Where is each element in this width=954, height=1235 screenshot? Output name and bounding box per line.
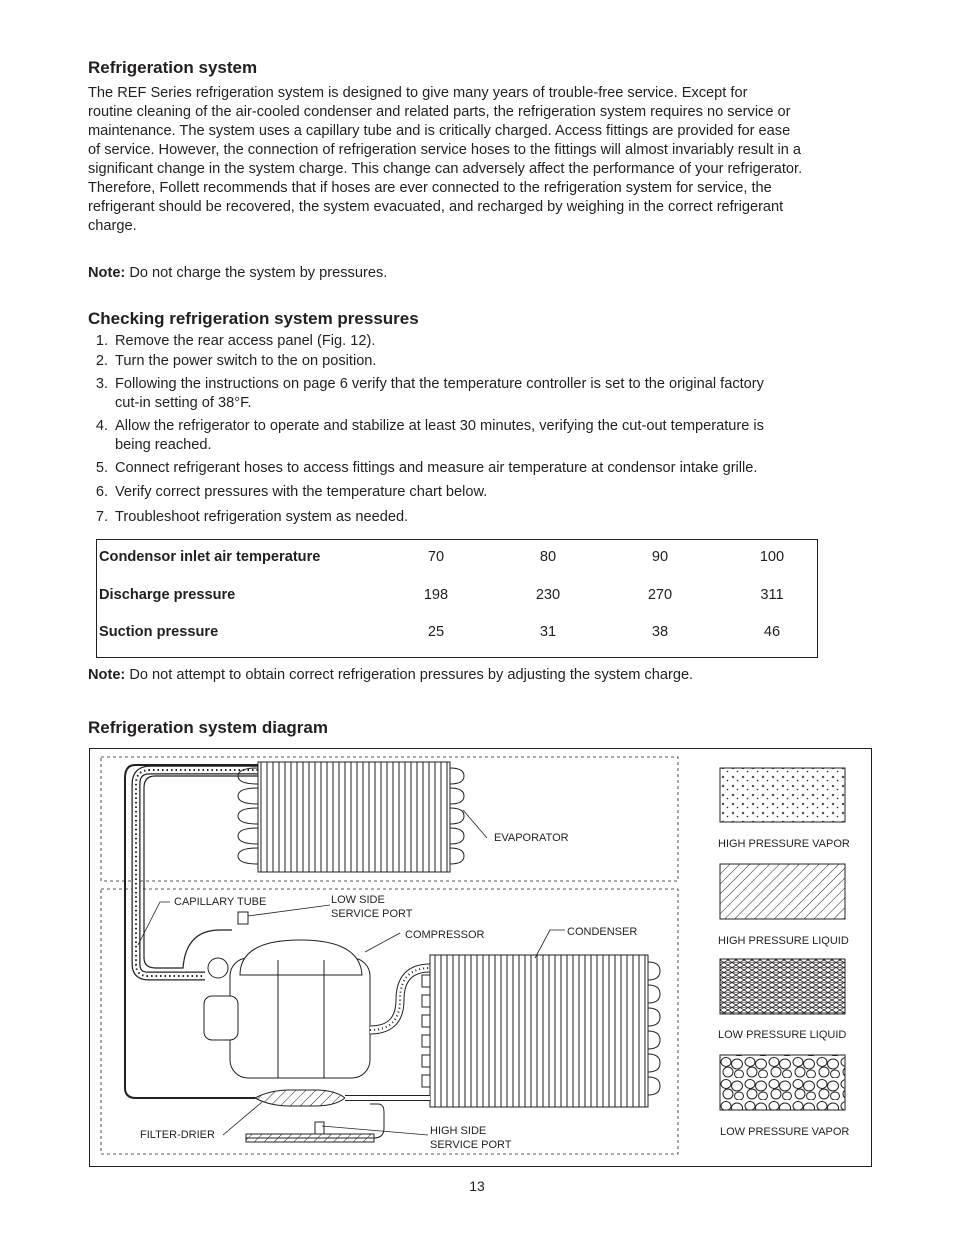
step-text: Connect refrigerant hoses to access fittings and measure air temperature at condensor intake grille. [115,460,758,476]
note-label: Note: [88,265,126,281]
section-heading-diagram: Refrigeration system diagram [88,718,328,737]
table-cell: 90 [651,549,669,565]
paragraph-line: charge. [88,218,137,234]
step-text: Turn the power switch to the on position. [115,353,377,369]
row-label: Suction pressure [99,624,219,640]
condenser-coil [430,955,648,1107]
table-cell: 270 [647,587,673,603]
legend-swatch-high-pressure-liquid [720,864,845,919]
table-cell: 70 [427,549,445,565]
step-number: 5. [95,460,108,476]
note-text: Do not attempt to obtain correct refrigeration pressures by adjusting the system charge. [125,667,694,683]
compressor [204,940,370,1078]
row-label: Discharge pressure [99,587,236,603]
note-label: Note: [88,667,126,683]
filter-drier-label: FILTER-DRIER [140,1129,215,1141]
step-number: 1. [95,333,108,349]
section-heading-refrigeration-system: Refrigeration system [88,58,258,77]
step-text: Verify correct pressures with the temperature chart below. [115,484,488,500]
filter-drier [255,1090,345,1106]
label-line: SERVICE PORT [430,1139,512,1151]
label-line: LOW SIDE [331,894,385,906]
paragraph-line: significant change in the system charge. This change can adversely affect the performance of your refrigerator. [88,161,803,177]
compressor-label: COMPRESSOR [405,929,485,941]
condenser-bends-right [648,962,660,1095]
table-cell: 31 [539,624,557,640]
row-label: Condensor inlet air temperature [99,549,321,565]
table-cell: 38 [651,624,669,640]
table-cell: 25 [427,624,445,640]
legend-label-high-pressure-liquid: HIGH PRESSURE LIQUID [718,935,849,947]
step-number: 7. [95,509,108,525]
step-number: 6. [95,484,108,500]
paragraph-line: Therefore, Follett recommends that if hoses are ever connected to the refrigeration system for service, the [88,180,772,196]
step-text: being reached. [115,437,212,453]
legend-swatch-low-pressure-liquid [720,959,845,1014]
high-side-service-port [315,1122,324,1134]
table-cell: 80 [539,549,557,565]
step-number: 3. [95,376,108,392]
step-number: 2. [95,353,108,369]
table-cell: 198 [423,587,449,603]
table-cell: 100 [759,549,785,565]
evaporator-coil [258,762,450,872]
evaporator-bends-right [450,768,464,864]
paragraph-line: The REF Series refrigeration system is designed to give many years of trouble-free service. Except for [88,85,748,101]
condenser-leader-line [535,930,565,958]
filter-drier-leader-line [223,1102,262,1135]
liquid-line-lower [246,1134,374,1142]
legend-swatch-low-pressure-vapor [720,1055,845,1110]
evaporator-leader-line [463,810,487,838]
legend-label-low-pressure-liquid: LOW PRESSURE LIQUID [718,1029,847,1041]
legend-swatch-high-pressure-vapor [720,768,845,822]
low-side-service-port-label [331,893,413,921]
page-number: 13 [469,1178,485,1194]
condenser-label: CONDENSER [567,926,638,938]
evaporator-bends-left [238,768,258,864]
note-text: Do not charge the system by pressures. [125,265,388,281]
label-line: SERVICE PORT [331,908,413,920]
high-side-service-port-label [430,1124,512,1152]
suction-line [144,776,258,968]
low-side-service-port [238,912,248,924]
paragraph-line: routine cleaning of the air-cooled condenser and related parts, the refrigeration system requires no service or [88,104,791,120]
capillary-tube-label: CAPILLARY TUBE [174,896,267,908]
table-cell: 311 [760,587,784,603]
compressor-leader-line [365,933,400,952]
capillary-leader-line [138,902,170,945]
section-heading-checking-pressures: Checking refrigeration system pressures [88,309,419,328]
legend-label-high-pressure-vapor: HIGH PRESSURE VAPOR [718,838,850,850]
step-text: Following the instructions on page 6 verify that the temperature controller is set to the original factory [115,376,764,392]
paragraph-line: maintenance. The system uses a capillary tube and is critically charged. Access fittings are provided for ease [88,123,791,139]
step-text: cut-in setting of 38°F. [115,395,252,411]
step-text: Troubleshoot refrigeration system as needed. [115,509,409,525]
table-cell: 230 [535,587,561,603]
capillary-tube [136,770,258,976]
paragraph-line: refrigerant should be recovered, the system evacuated, and recharged by weighing in the correct refrigerant [88,199,784,215]
table-cell: 46 [763,624,781,640]
step-number: 4. [95,418,108,434]
condenser-bends-left [422,975,430,1087]
step-text: Remove the rear access panel (Fig. 12). [115,333,376,349]
legend-label-low-pressure-vapor: LOW PRESSURE VAPOR [720,1126,850,1138]
paragraph-line: of service. However, the connection of refrigeration service hoses to the fittings will almost invariably result in a [88,142,801,158]
label-line: HIGH SIDE [430,1125,487,1137]
step-text: Allow the refrigerator to operate and stabilize at least 30 minutes, verifying the cut-out temperature is [115,418,764,434]
evaporator-label: EVAPORATOR [494,832,569,844]
